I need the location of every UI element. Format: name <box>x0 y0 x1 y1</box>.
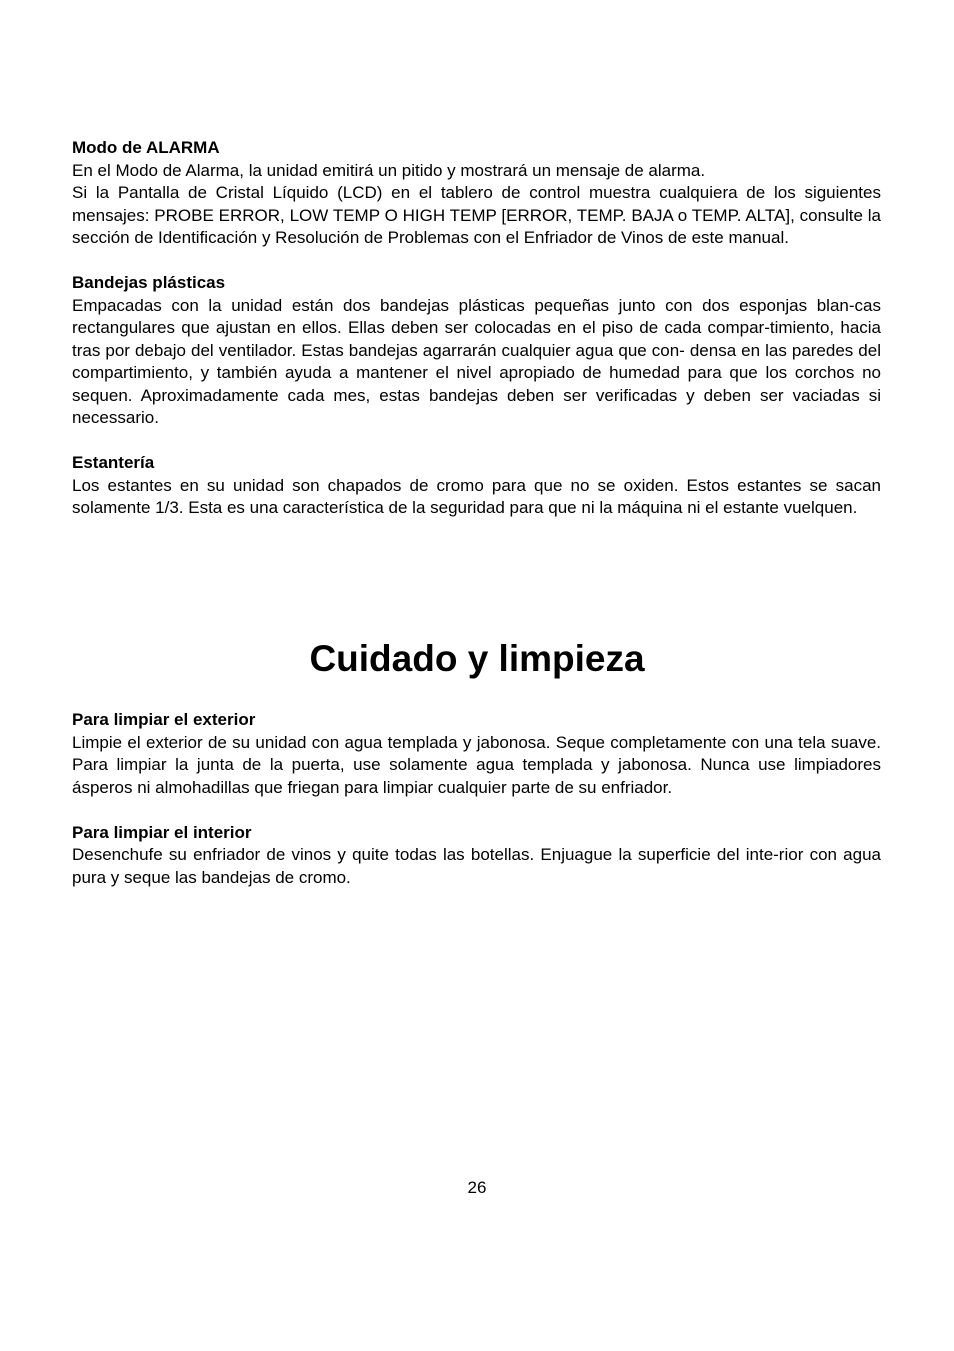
chapter-title: Cuidado y limpieza <box>309 638 645 679</box>
section-heading-clean-interior: Para limpiar el interior <box>72 822 252 842</box>
alarm-mode-paragraph-2: Si la Pantalla de Cristal Líquido (LCD) en el tablero de control muestra cualquiera de los siguientes mensajes: PROBE ERROR, LOW TEMP O HIGH TEMP [ERROR, TEMP. BAJA o TEMP. ALTA], consulte la sección de Identificación y Resolución de Problemas con el Enfriador de Vinos de este manual. <box>72 183 881 247</box>
clean-interior-paragraph: Desenchufe su enfriador de vinos y quite todas las botellas. Enjuague la superficie del inte-rior con agua pura y seque las bandejas de cromo. <box>72 845 881 887</box>
clean-exterior-paragraph: Limpie el exterior de su unidad con agua templada y jabonosa. Seque completamente con una tela suave. Para limpiar la junta de la puerta, use solamente agua templada y jabonosa. Nunca use limpiadores ásperos ni almohadillas que friegan para limpiar cualquier parte de su enfriador. <box>72 732 881 797</box>
upper-content <box>72 137 881 520</box>
section-heading-clean-exterior: Para limpiar el exterior <box>72 710 256 729</box>
lower-content <box>72 709 881 889</box>
section-heading-plastic-trays: Bandejas plásticas <box>72 273 226 292</box>
plastic-trays-paragraph: Empacadas con la unidad están dos bandejas plásticas pequeñas junto con dos esponjas blan-cas rectangulares que ajustan en ellos. Ellas deben ser colocadas en el piso de cada compar-timiento, hacia tras por debajo del ventilador. Estas bandejas agarrarán cualquier agua que con- densa en las paredes del compartimiento, y también ayuda a mantener el nivel apropiado de humedad para que los corchos no sequen. Aproximadamente cada mes, estas bandejas deben ser verificadas y deben ser vaciadas si necessario. <box>72 295 881 427</box>
shelving-paragraph: Los estantes en su unidad son chapados de cromo para que no se oxiden. Estos estantes se sacan solamente 1/3. Esta es una característica de la seguridad para que ni la máquina ni el estante vuelquen. <box>72 475 881 517</box>
section-heading-shelving: Estantería <box>72 453 155 472</box>
alarm-mode-paragraph-1: En el Modo de Alarma, la unidad emitirá un pitido y mostrará un mensaje de alarma. <box>72 160 706 180</box>
page-number: 26 <box>467 1178 487 1197</box>
section-heading-alarm-mode: Modo de ALARMA <box>72 138 220 157</box>
